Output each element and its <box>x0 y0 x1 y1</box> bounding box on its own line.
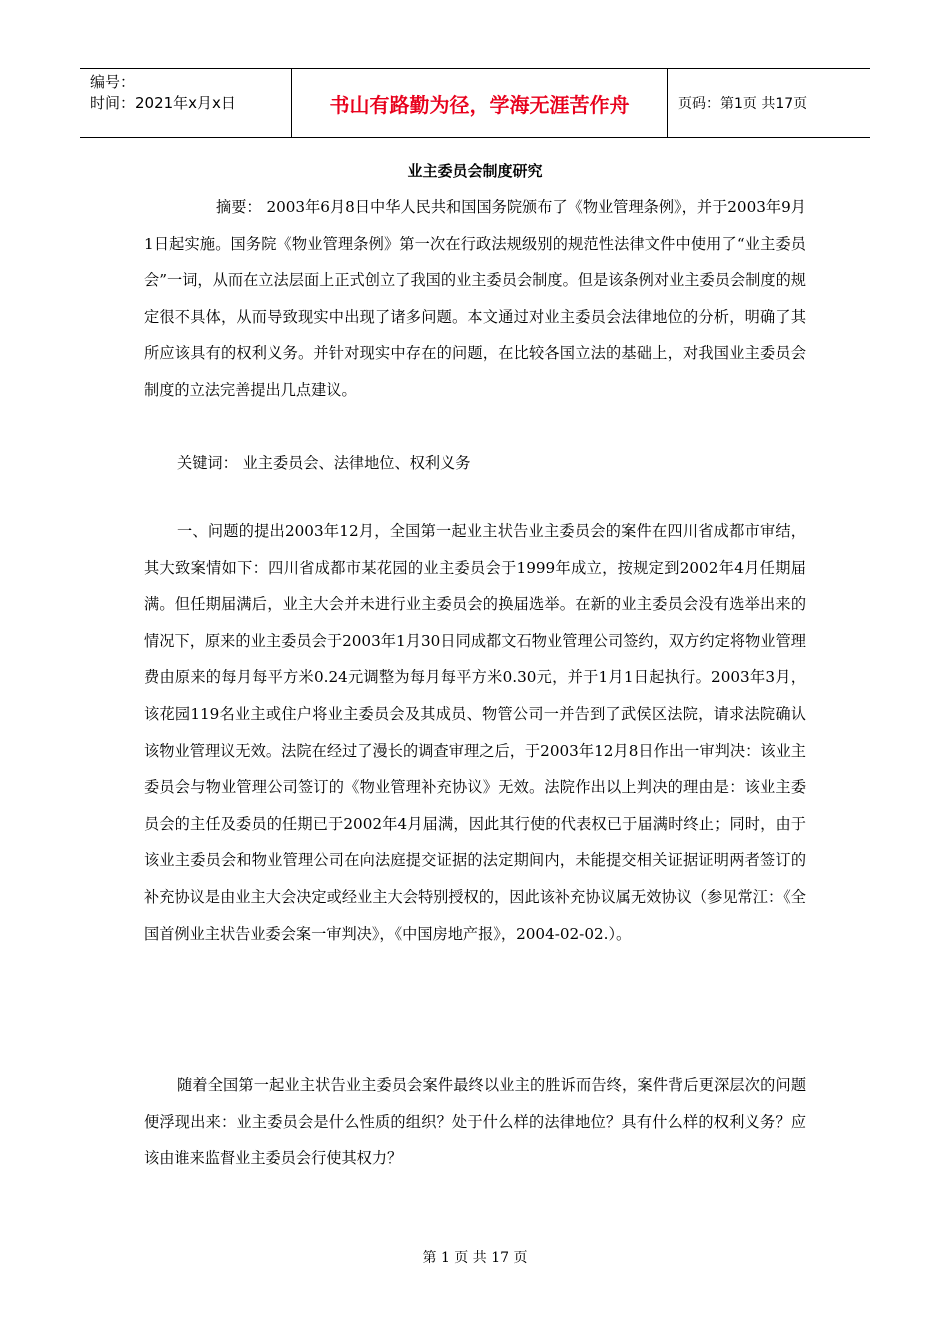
document-title: 业主委员会制度研究 <box>407 162 543 180</box>
keywords-paragraph: 关键词： 业主委员会、法律地位、权利义务 <box>177 454 471 472</box>
document-header <box>80 68 870 138</box>
header-meta <box>80 69 291 137</box>
header-page-info: 页码：第1页 共17页 <box>678 96 808 112</box>
page-footer: 第 1 页 共 17 页 <box>422 1250 528 1266</box>
followup-paragraph: 随着全国第一起业主状告业主委员会案件最终以业主的胜诉而告终，案件背后更深层次的问题便浮现出来：业主委员会是什么性质的组织？处于什么样的法律地位？具有什么样的权利义务？应该由谁来监督业主委员会行使其权力？ <box>144 1076 806 1168</box>
time-label: 时间：2021年x月x日 <box>90 94 236 112</box>
section-1-paragraph: 一、问题的提出2003年12月，全国第一起业主状告业主委员会的案件在四川省成都市审结，其大致案情如下：四川省成都市某花园的业主委员会于1999年成立，按规定到2002年4月任期届满。但任期届满后，业主大会并未进行业主委员会的换届选举。在新的业主委员会没有选举出来的情况下，原来的业主委员会于2003年1月30日同成都文石物业管理公司签约，双方约定将物业管理费由原来的每月每平方米0.24元调整为每月每平方米0.30元，并于1月1日起执行。2003年3月，该花园119名业主或住户将业主委员会及其成员、物管公司一并告到了武侯区法院，请求法院确认该物业管理议无效。法院在经过了漫长的调查审理之后，于2003年12月8日作出一审判决：该业主委员会与物业管理公司签订的《物业管理补充协议》无效。法院作出以上判决的理由是：该业主委员会的主任及委员的任期已于2002年4月届满，因此其行使的代表权已于届满时终止；同时，由于该业主委员会和物业管理公司在向法庭提交证据的法定期间内，未能提交相关证据证明两者签订的补充协议是由业主大会决定或经业主大会特别授权的，因此该补充协议属无效协议（参见常江：《全国首例业主状告业委会案一审判决》，《中国房地产报》，2004-02-02.）。 <box>144 522 806 943</box>
number-label: 编号： <box>90 73 136 91</box>
abstract-paragraph: 摘要： 2003年6月8日中华人民共和国国务院颁布了《物业管理条例》，并于2003年9月1日起实施。国务院《物业管理条例》第一次在行政法规级别的规范性法律文件中使用了“业主委员会”一词，从而在立法层面上正式创立了我国的业主委员会制度。但是该条例对业主委员会制度的规定很不具体，从而导致现实中出现了诸多问题。本文通过对业主委员会法律地位的分析，明确了其所应该具有的权利义务。并针对现实中存在的问题，在比较各国立法的基础上，对我国业主委员会制度的立法完善提出几点建议。 <box>144 198 806 399</box>
header-motto: 书山有路勤为径，学海无涯苦作舟 <box>291 69 668 137</box>
